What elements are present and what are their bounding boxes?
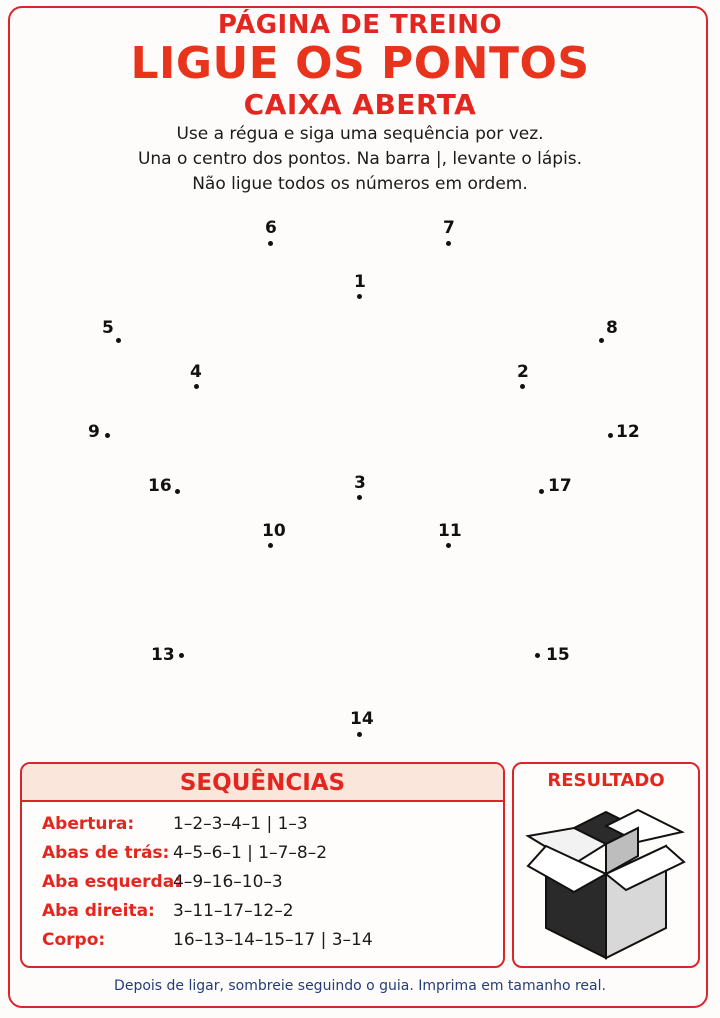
dot-number: 10 bbox=[262, 521, 286, 541]
sequence-label: Aba direita: bbox=[42, 901, 155, 921]
sequence-label: Abas de trás: bbox=[42, 843, 170, 863]
dot-point bbox=[446, 543, 451, 548]
dot-number: 1 bbox=[354, 272, 366, 292]
dot-number: 16 bbox=[148, 476, 172, 496]
dot-point bbox=[175, 489, 180, 494]
open-box-icon bbox=[514, 796, 698, 966]
result-panel bbox=[512, 762, 700, 968]
sequence-value: 4–5–6–1 | 1–7–8–2 bbox=[173, 843, 328, 863]
dot-point bbox=[535, 653, 540, 658]
dot-number: 5 bbox=[102, 318, 114, 338]
page-title: LIGUE OS PONTOS bbox=[130, 38, 590, 89]
dot-number: 12 bbox=[616, 422, 640, 442]
dot-point bbox=[520, 384, 525, 389]
dot-number: 9 bbox=[88, 422, 100, 442]
page-kicker: PÁGINA DE TREINO bbox=[217, 10, 503, 40]
dot-number: 7 bbox=[443, 218, 455, 238]
sequence-label: Aba esquerda: bbox=[42, 872, 181, 892]
dot-number: 8 bbox=[606, 318, 618, 338]
dot-point bbox=[357, 495, 362, 500]
dot-point bbox=[357, 732, 362, 737]
dot-number: 15 bbox=[546, 645, 570, 665]
page-subtitle: CAIXA ABERTA bbox=[243, 88, 477, 121]
dot-point bbox=[357, 294, 362, 299]
sequences-title: SEQUÊNCIAS bbox=[22, 764, 503, 802]
instruction-line-2: Una o centro dos pontos. Na barra |, levante o lápis. bbox=[137, 149, 583, 169]
footer-note: Depois de ligar, sombreie seguindo o guia. Imprima em tamanho real. bbox=[114, 978, 606, 994]
dot-number: 11 bbox=[438, 521, 462, 541]
result-title: RESULTADO bbox=[547, 770, 665, 791]
sequence-value: 4–9–16–10–3 bbox=[173, 872, 283, 892]
dot-number: 2 bbox=[517, 362, 529, 382]
sequence-label: Corpo: bbox=[42, 930, 106, 950]
sequence-value: 16–13–14–15–17 | 3–14 bbox=[173, 930, 373, 950]
dot-point bbox=[179, 653, 184, 658]
dot-point bbox=[446, 241, 451, 246]
dot-point bbox=[268, 241, 273, 246]
sequence-label: Abertura: bbox=[42, 814, 135, 834]
dot-number: 4 bbox=[190, 362, 202, 382]
dot-number: 14 bbox=[350, 709, 374, 729]
sequence-value: 1–2–3–4–1 | 1–3 bbox=[173, 814, 308, 834]
dot-point bbox=[599, 338, 604, 343]
dot-point bbox=[105, 433, 110, 438]
dot-number: 13 bbox=[151, 645, 175, 665]
dot-point bbox=[608, 433, 613, 438]
dot-point bbox=[268, 543, 273, 548]
instruction-line-1: Use a régua e siga uma sequência por vez. bbox=[176, 124, 544, 144]
dot-number: 3 bbox=[354, 473, 366, 493]
sequence-value: 3–11–17–12–2 bbox=[173, 901, 294, 921]
dot-number: 17 bbox=[548, 476, 572, 496]
dot-point bbox=[539, 489, 544, 494]
dot-number: 6 bbox=[265, 218, 277, 238]
dot-point bbox=[116, 338, 121, 343]
dot-point bbox=[194, 384, 199, 389]
sequences-panel bbox=[20, 762, 505, 968]
instruction-line-3: Não ligue todos os números em ordem. bbox=[192, 174, 528, 194]
